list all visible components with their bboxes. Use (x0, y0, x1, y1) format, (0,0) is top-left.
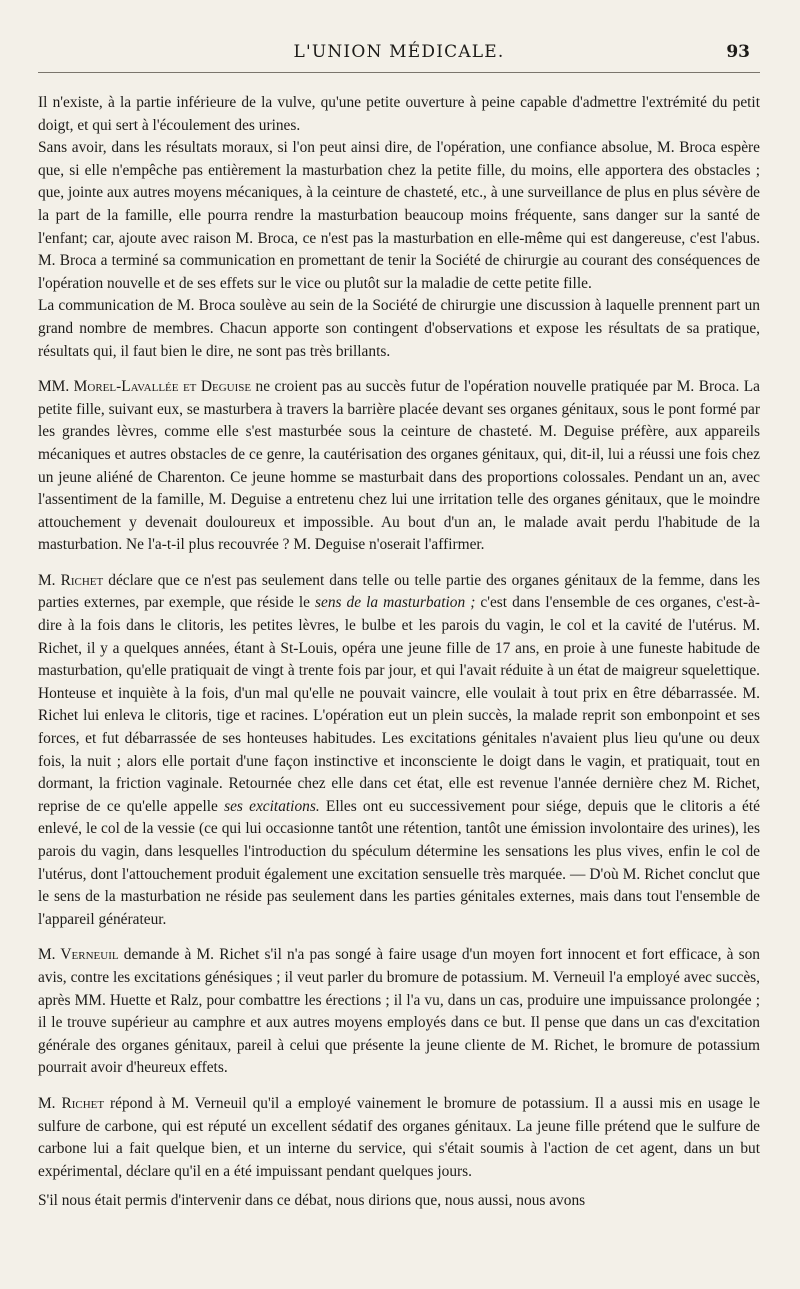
article-body (38, 73, 760, 1213)
paragraph-text: Sans avoir, dans les résultats moraux, si l'on peut ainsi dire, de l'opération, une confiance absolue, M. Broca espère que, si elle n'empêche pas entièrement la masturbation chez la petite fille, du moins, elle apportera des obstacles ; que, jointe aux autres moyens mécaniques, à la ceinture de chasteté, etc., à une surveillance de plus en plus sévère de la part de la famille, elle pourra rendre la masturbation beaucoup moins fréquente, sans danger sur la santé de l'enfant; car, ajoute avec raison M. Broca, ce n'est pas la masturbation en elle-même qui est dangereuse, c'est l'abus. M. Broca a terminé sa communication en promettant de tenir la Société de chirurgie au courant des conséquences de l'opération nouvelle et de ses effets sur le vice ou plutôt sur la maladie de cette petite fille. (38, 139, 760, 292)
paragraph-text: répond à M. Verneuil qu'il a employé vainement le bromure de potassium. Il a aussi mis en usage le sulfure de carbone, qui est réputé un excellent sédatif des organes génitaux. La jeune fille prétend que le sulfure de carbone lui a fait quelque bien, et un interne du service, qui s'était soumis à l'action de cet agent, dans un but expérimental, déclare qu'il en a été impuissant pendant quelques jours. (38, 1094, 760, 1180)
paragraph-text: ne croient pas au succès futur de l'opération nouvelle pratiquée par M. Broca. La petite fille, suivant eux, se masturbera à travers la barrière placée devant ses organes génitaux, sous le pont formé par les grandes lèvres, comme elle s'est masturbée sous la ceinture de chasteté. M. Deguise préfère, aux appareils mécaniques et autres obstacles de ce genre, la cautérisation des organes génitaux, qui, dit-il, lui a réussi une fois chez un jeune aliéné de Charenton. Ce jeune homme se masturbait dans des proportions colossales. Pendant un an, avec l'assentiment de la famille, M. Deguise a entretenu chez lui une irritation telle des organes génitaux, que le moindre attouchement y devenait douloureux et impossible. Au bout d'un an, le malade avait perdu l'habitude de la masturbation. Ne l'a-t-il plus recouvrée ? M. Deguise n'oserait l'affirmer. (38, 378, 760, 554)
page-number: 93 (726, 42, 750, 62)
paragraph-text: c'est dans l'ensemble de ces organes, c'est-à-dire à la fois dans le clitoris, les petites lèvres, le bulbe et les parois du vagin, le col et la cavité de l'utérus. M. Richet, il y a quelques années, étant à St-Louis, opéra une jeune fille de 17 ans, en proie à une funeste habitude de masturbation, qu'elle pratiquait de vingt à trente fois par jour, et qui l'avait réduite à un état de maigreur squelettique. Honteuse et inquiète à la fois, d'un mal qu'elle ne pouvait vaincre, elle voulait à tout prix en être débarrassée. M. Richet lui enleva le clitoris, tige et racines. L'opération eut un plein succès, la malade reprit son embonpoint et ses forces, et fut débarrassée de ses honteuses habitudes. Les excitations génitales n'avaient plus lieu qu'une ou deux fois, la nuit ; alors elle portait d'une façon instinctive et inconsciente le doigt dans le vagin, et pratiquait, tout en dormant, la friction vaginale. Retournée chez elle dans cet état, elle est revenue l'année dernière chez M. Richet, reprise de ce qu'elle appelle (38, 594, 760, 815)
paragraph-text: Elles ont eu successivement pour siége, depuis que le clitoris a été enlevé, le col de la vessie (ce qui lui occasionne tantôt une rétention, tantôt une émission involontaire des urines), les parois du vagin, dans lesquelles l'introduction du spéculum détermine les sensations les plus vives, enfin le col de l'utérus, dont l'attouchement produit également une excitation sensuelle très marquée. — D'où M. Richet conclut que le sens de la masturbation ne réside pas seulement dans les parties génitales externes, mais dans tout l'ensemble de l'appareil générateur. (38, 797, 760, 928)
paragraph-text: demande à M. Richet s'il n'a pas songé à faire usage d'un moyen fort innocent et fort efficace, à son avis, contre les excitations génésiques ; il veut parler du bromure de potassium. M. Verneuil l'a employé avec succès, après MM. Huette et Ralz, pour combattre les érections ; il l'a vu, dans un cas, produire une impuissance prolongée ; il le trouve supérieur au camphre et aux autres moyens employés dans ce but. Il pense que dans un cas d'excitation générale des organes génitaux, pareil à celui que présente la jeune cliente de M. Richet, le bromure de potassium pourrait avoir d'heureux effets. (38, 946, 760, 1077)
page-header (38, 0, 760, 73)
speaker-names: MM. Morel-Lavallée et Deguise (38, 378, 252, 396)
paragraph-richet-reply (38, 1093, 760, 1183)
paragraph-closing (38, 1190, 760, 1213)
italic-phrase: sens de la masturbation ; (315, 594, 476, 612)
paragraph-text: déclare que ce n'est pas seulement dans telle ou telle partie des organes génitaux de la femme, dans les parties externes, par exemple, que réside le (38, 571, 761, 612)
journal-title: L'UNION MÉDICALE. (293, 42, 505, 62)
paragraph-verneuil (38, 944, 760, 1080)
speaker-name: M. Richet (38, 571, 104, 589)
paragraph-text: Il n'existe, à la partie inférieure de la vulve, qu'une petite ouverture à peine capable d'admettre l'extrémité du petit doigt, et qui sert à l'écoulement des urines. (38, 94, 760, 134)
paragraph-broca-confidence (38, 137, 760, 295)
paragraph-text: S'il nous était permis d'intervenir dans ce débat, nous dirions que, nous aussi, nous avons (38, 1192, 586, 1210)
paragraph-morel-deguise (38, 376, 760, 557)
speaker-name: M. Verneuil (38, 946, 119, 964)
paragraph-text: La communication de M. Broca soulève au sein de la Société de chirurgie une discussion à laquelle prennent part un grand nombre de membres. Chacun apporte son contingent d'observations et expose les résultats de sa pratique, résultats qui, il faut bien le dire, ne sont pas très brillants. (38, 297, 760, 360)
speaker-name: M. Richet (38, 1094, 105, 1112)
paragraph-discussion (38, 295, 760, 363)
paragraph-vulve (38, 92, 760, 137)
paragraph-richet (38, 570, 760, 932)
italic-phrase: ses excitations. (224, 797, 320, 815)
